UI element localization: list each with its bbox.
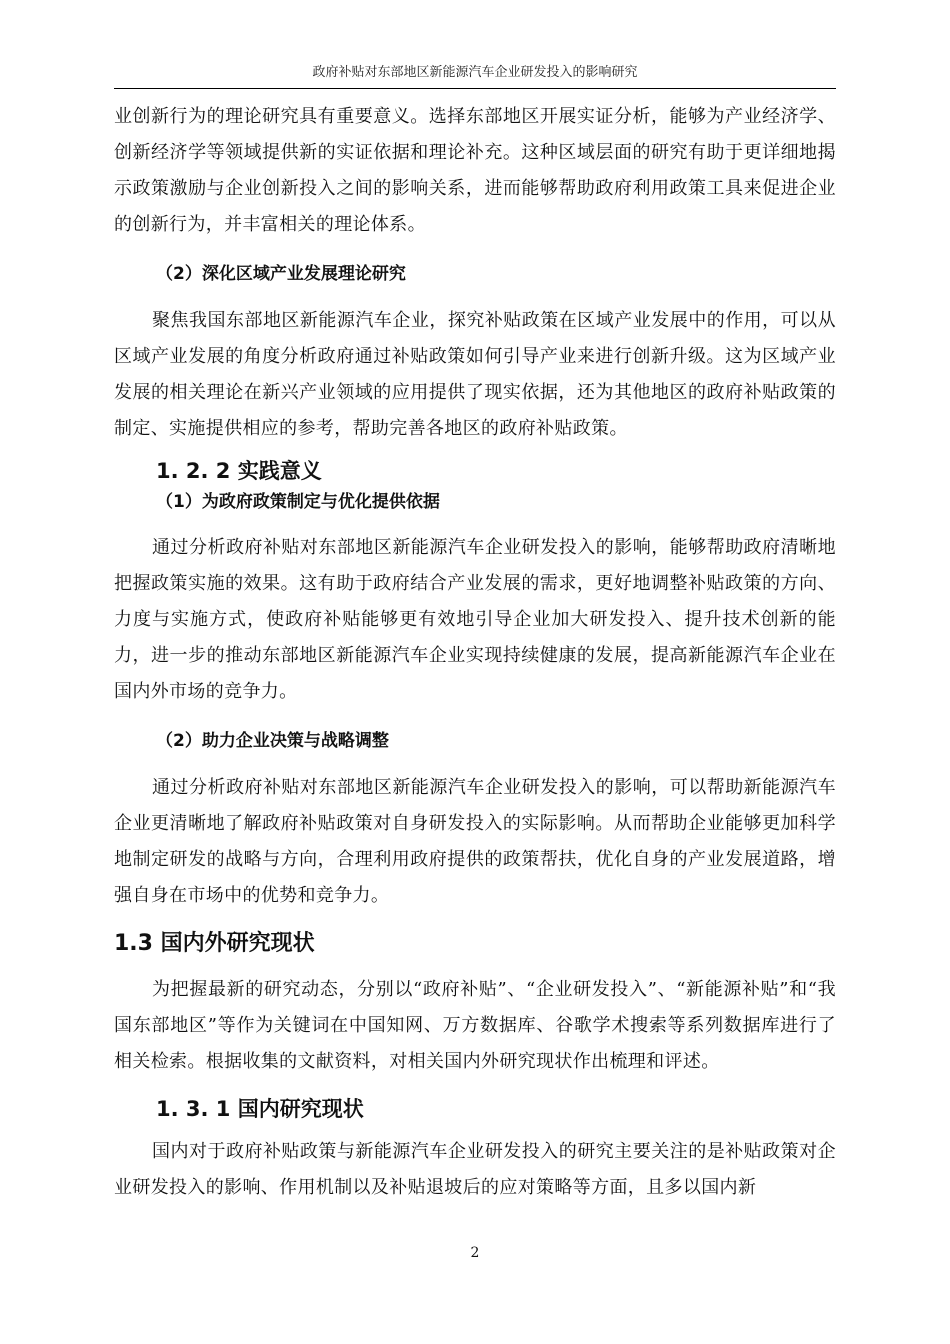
section-heading-1-2-2: 1. 2. 2 实践意义 [156, 459, 322, 483]
section-heading-1-3-1: 1. 3. 1 国内研究现状 [156, 1097, 364, 1121]
paragraph-research-method: 为把握最新的研究动态，分别以“政府补贴”、“企业研发投入”、“新能源补贴”和“我国东部地区”等作为关键词在中国知网、万方数据库、谷歌学术搜索等系列数据库进行了相关检索。根据收集的文献资料，对相关国内外研究现状作出梳理和评述。 [114, 979, 836, 1072]
paragraph-domestic-research: 国内对于政府补贴政策与新能源汽车企业研发投入的研究主要关注的是补贴政策对企业研发投入的影响、作用机制以及补贴退坡后的应对策略等方面，且多以国内新 [114, 1141, 836, 1198]
page-number: 2 [470, 1245, 480, 1261]
subheading-policy-basis: （1）为政府政策制定与优化提供依据 [156, 492, 440, 512]
paragraph-policy-practice: 通过分析政府补贴对东部地区新能源汽车企业研发投入的影响，能够帮助政府清晰地把握政策实施的效果。这有助于政府结合产业发展的需求，更好地调整补贴政策的方向、力度与实施方式，使政府补贴能够更有效地引导企业加大研发投入、提升技术创新的能力，进一步的推动东部地区新能源汽车企业实现持续健康的发展，提高新能源汽车企业在国内外市场的竞争力。 [114, 537, 836, 702]
paragraph-regional-industry: 聚焦我国东部地区新能源汽车企业，探究补贴政策在区域产业发展中的作用，可以从区域产业发展的角度分析政府通过补贴政策如何引导产业来进行创新升级。这为区域产业发展的相关理论在新兴产业领域的应用提供了现实依据，还为其他地区的政府补贴政策的制定、实施提供相应的参考，帮助完善各地区的政府补贴政策。 [114, 310, 836, 439]
running-header: 政府补贴对东部地区新能源汽车企业研发投入的影响研究 [312, 65, 638, 80]
paragraph-theory-significance: 业创新行为的理论研究具有重要意义。选择东部地区开展实证分析，能够为产业经济学、创新经济学等领域提供新的实证依据和理论补充。这种区域层面的研究有助于更详细地揭示政策激励与企业创新投入之间的影响关系，进而能够帮助政府利用政策工具来促进企业的创新行为，并丰富相关的理论体系。 [114, 106, 836, 235]
page-body [114, 99, 836, 1206]
paragraph-enterprise-strategy: 通过分析政府补贴对东部地区新能源汽车企业研发投入的影响，可以帮助新能源汽车企业更清晰地了解政府补贴政策对自身研发投入的实际影响。从而帮助企业能够更加科学地制定研发的战略与方向，合理利用政府提供的政策帮扶，优化自身的产业发展道路，增强自身在市场中的优势和竞争力。 [114, 777, 836, 906]
subheading-deepen-regional-theory: （2）深化区域产业发展理论研究 [156, 264, 406, 284]
header-rule [114, 88, 836, 89]
subheading-enterprise-decision: （2）助力企业决策与战略调整 [156, 731, 389, 751]
section-heading-1-3: 1.3 国内外研究现状 [114, 931, 315, 956]
